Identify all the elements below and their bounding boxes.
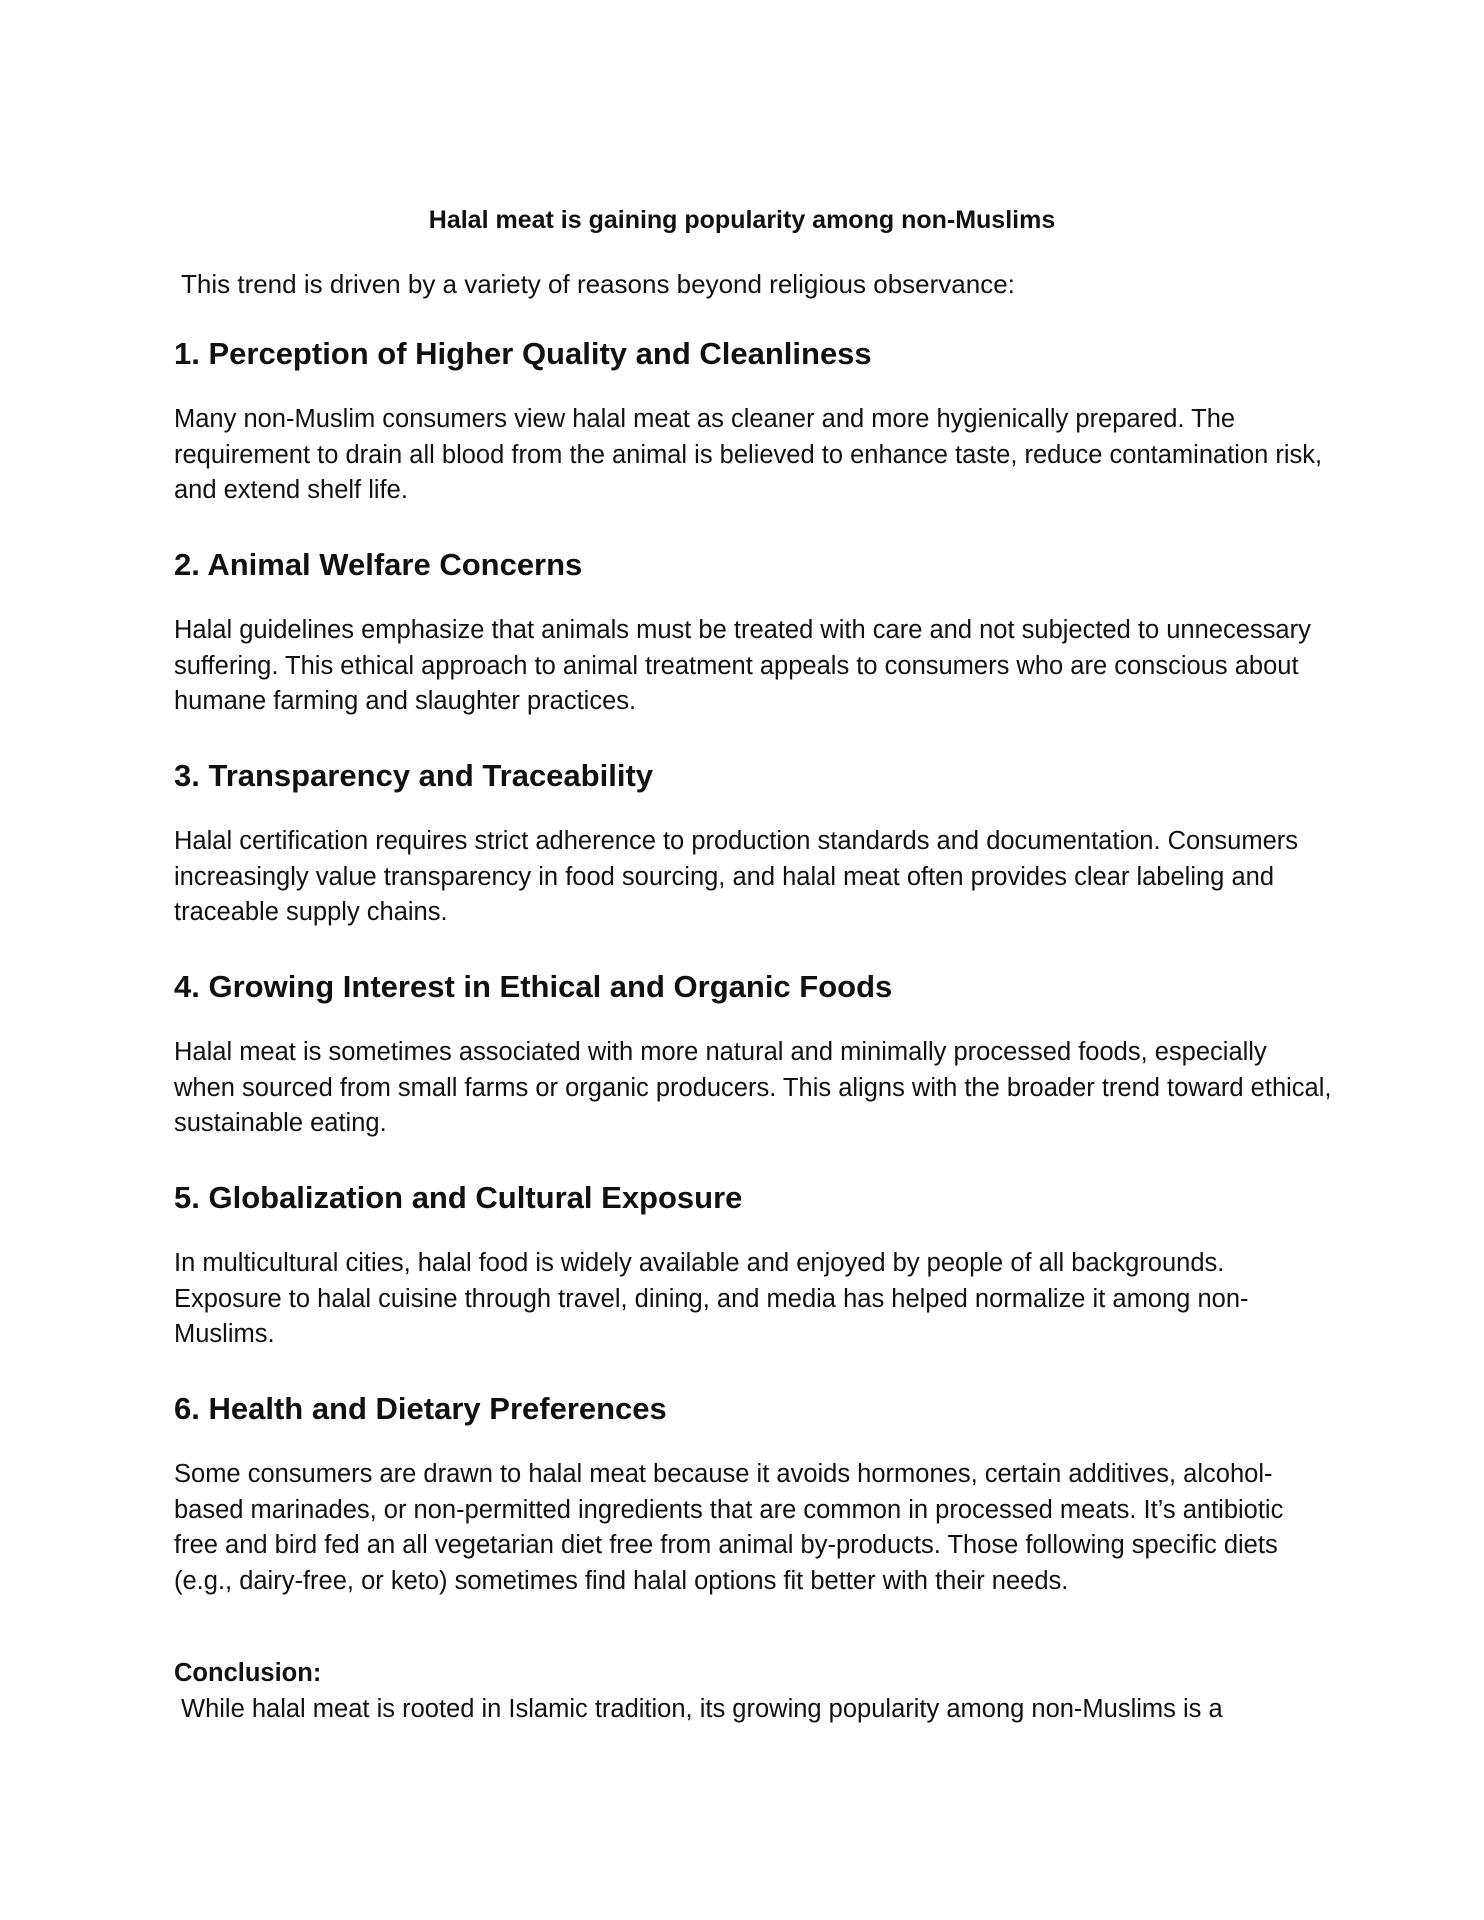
section-body: Some consumers are drawn to halal meat because it avoids hormones, certain additives, alcohol-based marinades, or non-permitted ingredients that are common in processed meats. It’s antibiotic free and bird fed an all vegetarian diet free from animal by-products. Those following specific diets (e.g., dairy-free, or keto) sometimes find halal options fit better with their needs.: [174, 1460, 1284, 1595]
document-title: Halal meat is gaining popularity among non-Muslims: [428, 206, 1056, 234]
section-quality: [174, 336, 1334, 509]
section-body: Many non-Muslim consumers view halal meat as cleaner and more hygienically prepared. The requirement to drain all blood from the animal is believed to enhance taste, reduce contamination risk, and extend shelf life.: [174, 405, 1323, 504]
section-globalization: [174, 1180, 1334, 1353]
section-body: Halal guidelines emphasize that animals must be treated with care and not subjected to unnecessary suffering. This ethical approach to animal treatment appeals to consumers who are conscious about humane farming and slaughter practices.: [174, 616, 1311, 715]
conclusion-text: While halal meat is rooted in Islamic tradition, its growing popularity among non-Muslims is a: [181, 1694, 1223, 1723]
section-body: Halal meat is sometimes associated with more natural and minimally processed foods, especially when sourced from small farms or organic producers. This aligns with the broader trend toward ethical, sustainable eating.: [174, 1038, 1332, 1137]
section-heading: 3. Transparency and Traceability: [174, 758, 654, 793]
section-health: [174, 1391, 1334, 1599]
section-heading: 5. Globalization and Cultural Exposure: [174, 1180, 743, 1215]
section-ethical-organic: [174, 969, 1334, 1142]
section-transparency: [174, 758, 1334, 931]
conclusion: [174, 1656, 1334, 1727]
section-body: In multicultural cities, halal food is widely available and enjoyed by people of all backgrounds. Exposure to halal cuisine through travel, dining, and media has helped normalize it among non-Muslims.: [174, 1249, 1249, 1348]
section-heading: 4. Growing Interest in Ethical and Organic Foods: [174, 969, 893, 1004]
section-body: Halal certification requires strict adherence to production standards and documentation. Consumers increasingly value transparency in food sourcing, and halal meat often provides clear labeling and traceable supply chains.: [174, 827, 1299, 926]
section-heading: 6. Health and Dietary Preferences: [174, 1391, 667, 1426]
section-heading: 1. Perception of Higher Quality and Cleanliness: [174, 336, 872, 371]
conclusion-label: Conclusion:: [174, 1659, 322, 1687]
intro-paragraph: This trend is driven by a variety of reasons beyond religious observance:: [181, 269, 1015, 299]
section-heading: 2. Animal Welfare Concerns: [174, 547, 583, 582]
section-animal-welfare: [174, 547, 1334, 720]
